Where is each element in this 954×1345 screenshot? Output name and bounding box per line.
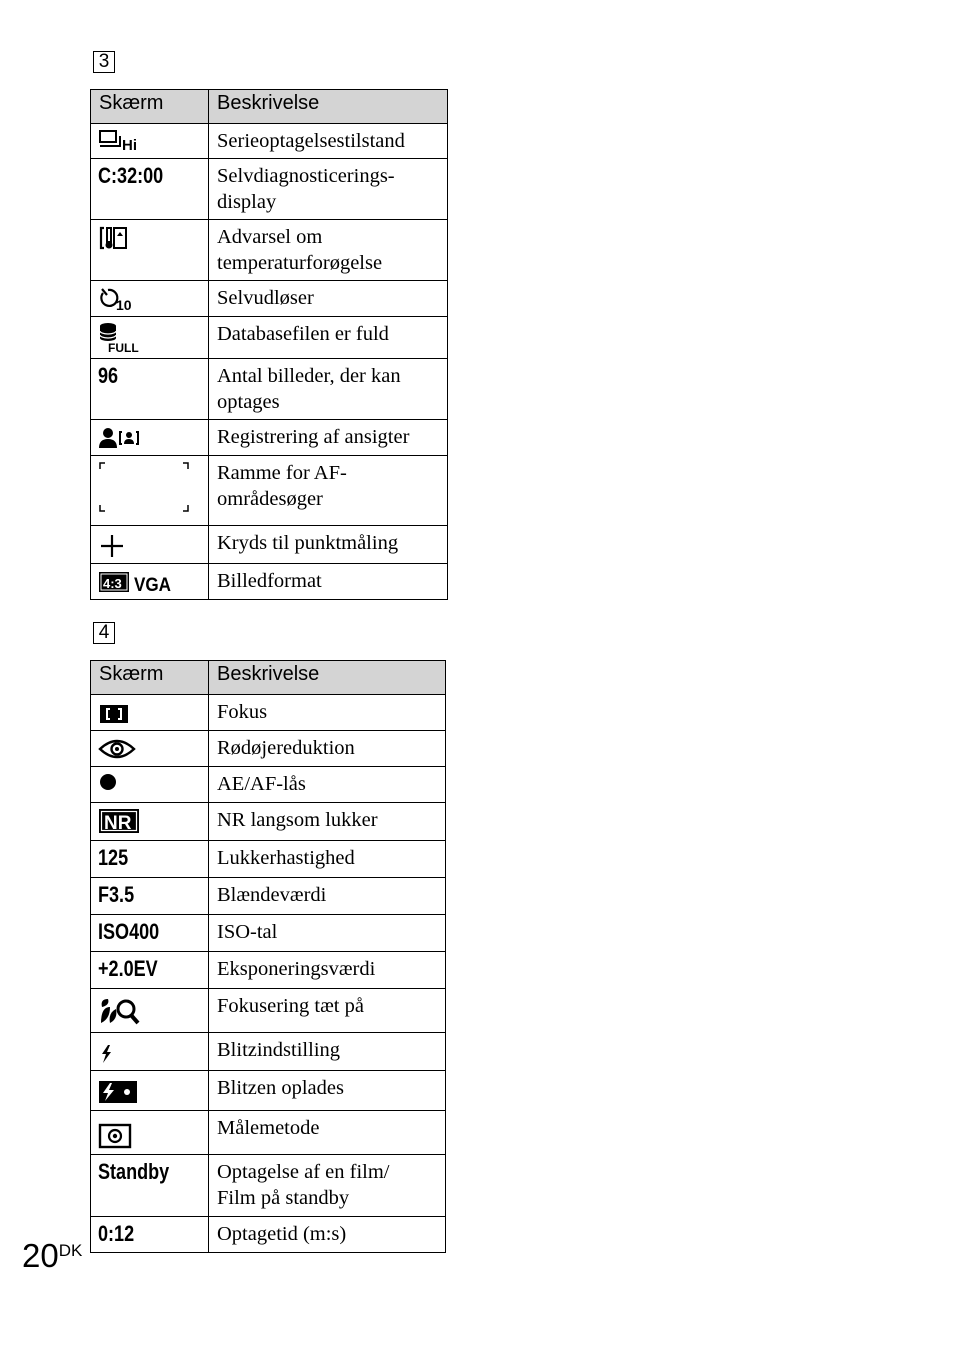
remaining-images-count: 96 [98, 363, 119, 388]
description-cell: Billedformat [209, 564, 448, 600]
svg-text:VGA: VGA [134, 574, 172, 594]
aperture-value: F3.5 [98, 882, 135, 907]
table-row [91, 564, 448, 600]
table-row [91, 1155, 446, 1217]
description-cell: Fokusering tæt på [209, 989, 446, 1033]
table-row [91, 159, 448, 220]
description-cell: Registrering af ansigter [209, 420, 448, 456]
description-cell: Lukkerhastighed [209, 841, 446, 878]
svg-text:Hi: Hi [122, 137, 137, 152]
description-cell: Fokus [209, 695, 446, 731]
af-range-finder-frame-icon [91, 456, 209, 520]
focus-icon [98, 699, 132, 725]
description-cell: AE/AF-lås [209, 767, 446, 803]
face-detection-icon [98, 424, 142, 450]
description-cell: Selvudløser [209, 281, 448, 317]
shutter-speed-value: 125 [98, 845, 129, 870]
description-cell: Ramme for AF- områdesøger [209, 456, 448, 526]
table-row [91, 124, 448, 159]
column-header-description: Beskrivelse [209, 90, 448, 124]
table-row [91, 915, 446, 952]
movie-standby-label: Standby [98, 1159, 170, 1184]
description-cell: Blændeværdi [209, 878, 446, 915]
table-row [91, 220, 448, 281]
burst-hi-icon [98, 128, 142, 152]
page-number: $20^{DK}$ [22, 1237, 83, 1274]
page-language-suffix: DK [58, 1241, 83, 1260]
red-eye-reduction-icon [98, 735, 138, 761]
description-cell: Selvdiagnosticerings- display [209, 159, 448, 220]
description-cell: NR langsom lukker [209, 803, 446, 841]
spot-metering-cross-icon [98, 530, 126, 558]
table-row [91, 281, 448, 317]
close-focus-icon [98, 993, 142, 1027]
description-cell: Målemetode [209, 1111, 446, 1155]
table-row [91, 841, 446, 878]
description-cell: Blitzen oplades [209, 1071, 446, 1111]
description-cell: Advarsel om temperaturforøgelse [209, 220, 448, 281]
description-cell: Eksponeringsværdi [209, 952, 446, 989]
table-row [91, 1217, 446, 1253]
flash-charging-icon [98, 1075, 140, 1105]
table-row [91, 359, 448, 420]
column-header-description: Beskrivelse [209, 661, 446, 695]
table-row [91, 878, 446, 915]
nr-slow-shutter-icon [98, 807, 142, 835]
table-row [91, 1071, 446, 1111]
description-cell: Rødøjereduktion [209, 731, 446, 767]
table-header-row [91, 661, 446, 695]
column-header-screen: Skærm [91, 661, 209, 695]
description-cell: Optagetid (m:s) [209, 1217, 446, 1253]
svg-text:FULL: FULL [108, 341, 139, 353]
description-cell: Antal billeder, der kan optages [209, 359, 448, 420]
svg-text:10: 10 [116, 297, 132, 311]
image-size-icon [98, 568, 174, 594]
table-row [91, 456, 448, 526]
ae-af-lock-icon [98, 771, 122, 797]
metering-mode-icon [98, 1115, 134, 1149]
iso-value: ISO400 [98, 919, 160, 944]
description-cell: Blitzindstilling [209, 1033, 446, 1071]
table-row [91, 1033, 446, 1071]
self-timer-10-icon [98, 285, 134, 311]
description-cell: Serieoptagelsestilstand [209, 124, 448, 159]
description-cell: ISO-tal [209, 915, 446, 952]
description-cell: Kryds til punktmåling [209, 526, 448, 564]
exposure-value: +2.0EV [98, 956, 158, 981]
recording-time-value: 0:12 [98, 1221, 135, 1246]
svg-text:4:3: 4:3 [103, 576, 122, 591]
column-header-screen: Skærm [91, 90, 209, 124]
table-row [91, 989, 446, 1033]
display-table-4 [90, 660, 446, 1253]
description-cell: Databasefilen er fuld [209, 317, 448, 359]
table-row [91, 803, 446, 841]
table-row [91, 695, 446, 731]
display-table-3 [90, 89, 448, 600]
table-row [91, 317, 448, 359]
table-row [91, 767, 446, 803]
table-row [91, 1111, 446, 1155]
self-diagnosis-code: C:32:00 [98, 163, 164, 188]
temperature-warning-icon [98, 224, 130, 252]
database-full-icon [98, 321, 142, 353]
flash-mode-icon [98, 1037, 118, 1065]
table-row [91, 731, 446, 767]
svg-text:NR: NR [104, 813, 132, 834]
table-row [91, 526, 448, 564]
table-row [91, 952, 446, 989]
table-header-row [91, 90, 448, 124]
description-cell: Optagelse af en film/ Film på standby [209, 1155, 446, 1217]
section-number-4: 4 [93, 622, 115, 644]
section-number-3: 3 [93, 51, 115, 73]
table-row [91, 420, 448, 456]
